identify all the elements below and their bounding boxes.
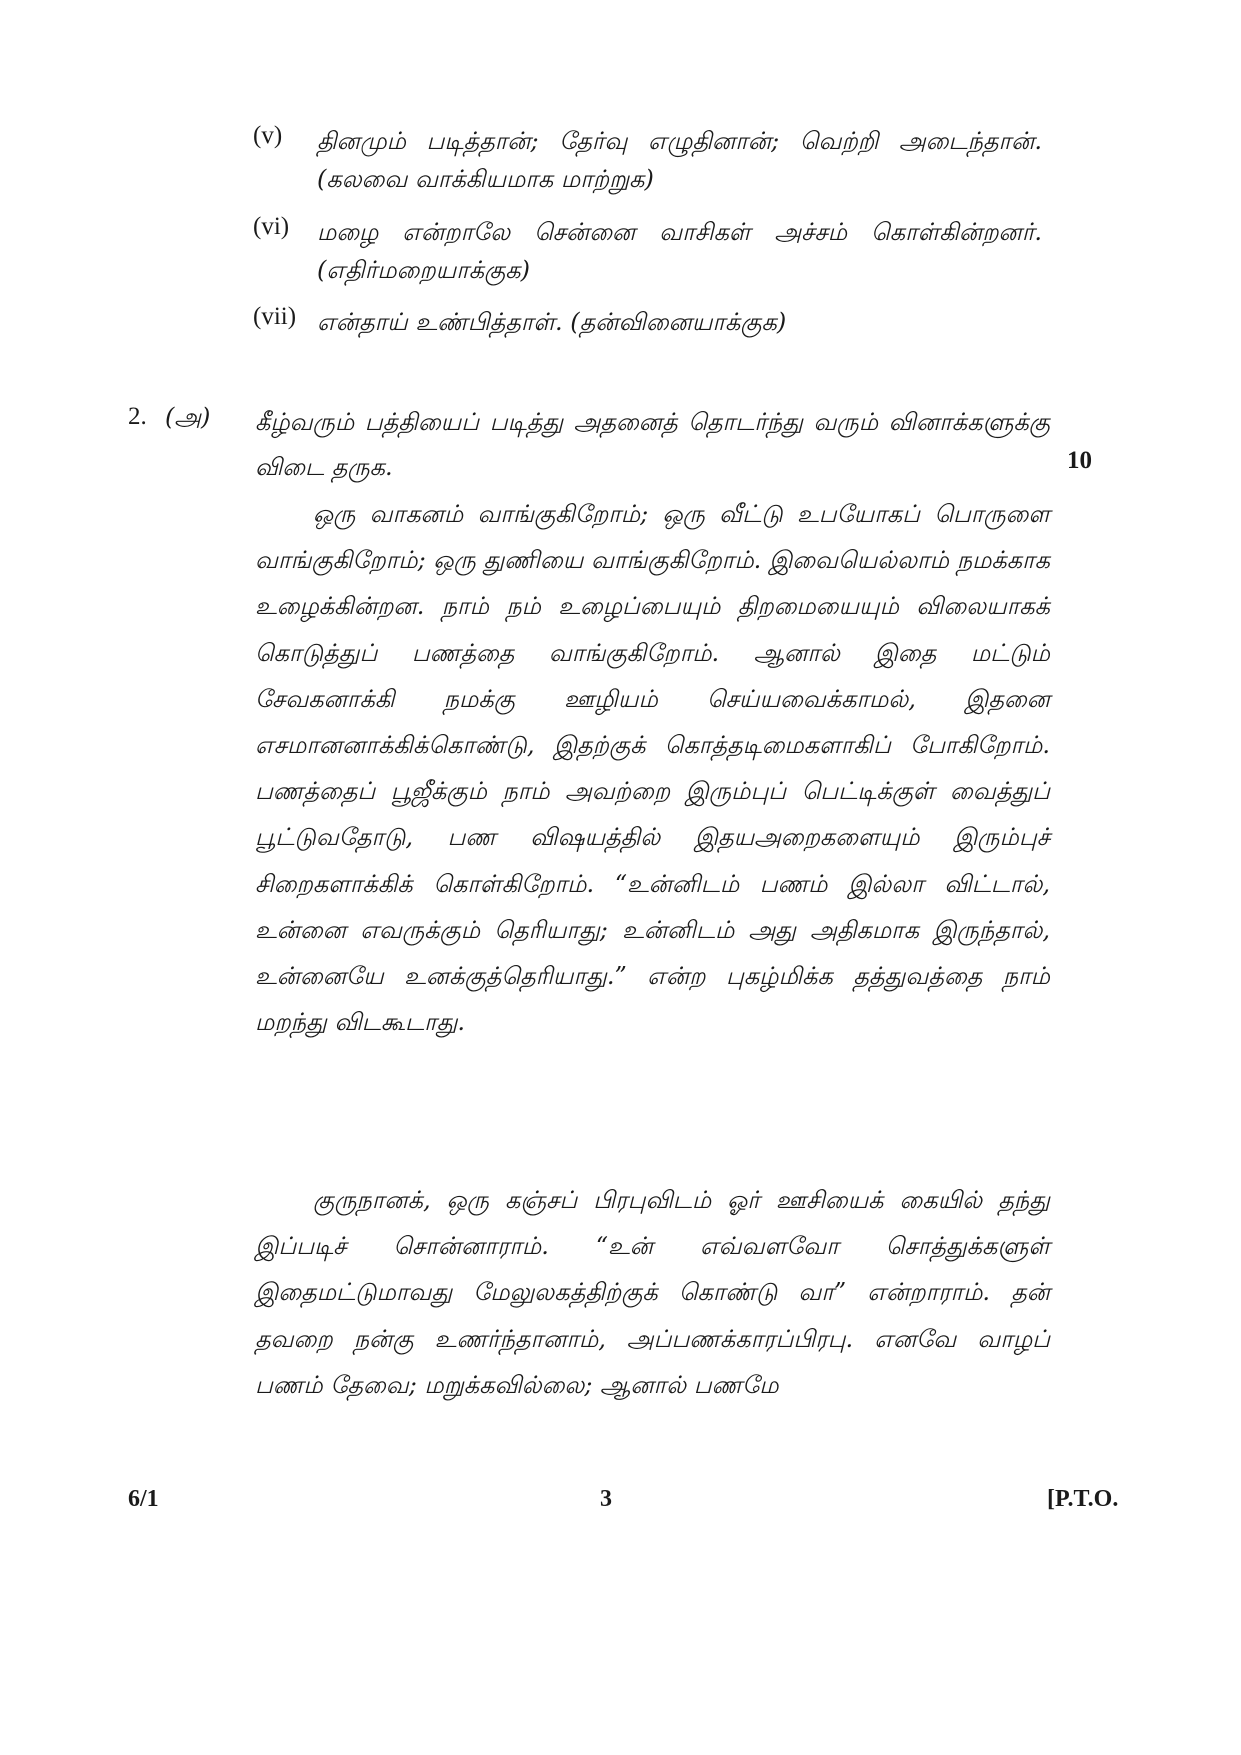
option-text: தினமும் படித்தான்; தேர்வு எழுதினான்; வெற்றி அடைந்தான். (கலவை வாக்கியமாக மாற்றுக): [317, 127, 1042, 193]
passage-paragraph-2: குருநானக், ஒரு கஞ்சப் பிரபுவிடம் ஓர் ஊசியைக் கையில் தந்து இப்படிச் சொன்னாராம். “உன் எவ்வளவோ சொத்துக்களுள் இதைமட்டுமாவது மேலுலகத்திற்குக் கொண்டு வா” என்றாராம். தன் தவறை நன்கு உணர்ந்தானாம், அப்பணக்காரப்பிரபு. எனவே வாழப் பணம் தேவை; மறுக்கவில்லை; ஆனால் பணமே: [255, 1186, 1050, 1399]
question-stem: கீழ்வரும் பத்தியைப் படித்து அதனைத் தொடர்ந்து வரும் வினாக்களுக்கு விடை தருக.: [255, 408, 1050, 481]
question-marks: 10: [1067, 447, 1092, 474]
option-text: என்தாய் உண்பித்தாள். (தன்வினையாக்குக): [317, 308, 787, 336]
paper-code: 6/1: [128, 1486, 159, 1512]
option-number: (vi): [253, 213, 290, 240]
please-turn-over: [P.T.O.: [1047, 1486, 1119, 1512]
page-number: 3: [600, 1486, 612, 1512]
option-number: (vii): [253, 303, 297, 330]
passage-paragraph-1: ஒரு வாகனம் வாங்குகிறோம்; ஒரு வீட்டு உபயோகப் பொருளை வாங்குகிறோம்; ஒரு துணியை வாங்குகிறோம். இவையெல்லாம் நமக்காக உழைக்கின்றன. நாம் நம் உழைப்பையும் திறமையையும் விலையாகக் கொடுத்துப் பணத்தை வாங்குகிறோம். ஆனால் இதை மட்டும் சேவகனாக்கி நமக்கு ஊழியம் செய்யவைக்காமல், இதனை எசமானனாக்கிக்கொண்டு, இதற்குக் கொத்தடிமைகளாகிப் போகிறோம். பணத்தைப் பூஜீக்கும் நாம் அவற்றை இரும்புப் பெட்டிக்குள் வைத்துப் பூட்டுவதோடு, பண விஷயத்தில் இதயஅறைகளையும் இரும்புச் சிறைகளாக்கிக் கொள்கிறோம். “உன்னிடம் பணம் இல்லா விட்டால், உன்னை எவருக்கும் தெரியாது; உன்னிடம் அது அதிகமாக இருந்தால், உன்னையே உனக்குத்தெரியாது.” என்ற புகழ்மிக்க தத்துவத்தை நாம் மறந்து விடகூடாது.: [255, 500, 1050, 1037]
option-text: மழை என்றாலே சென்னை வாசிகள் அச்சம் கொள்கின்றனர். (எதிர்மறையாக்குக): [317, 218, 1042, 284]
option-number: (v): [253, 122, 283, 149]
question-number: 2.: [128, 403, 147, 430]
question-sub-label: (அ): [165, 403, 211, 431]
